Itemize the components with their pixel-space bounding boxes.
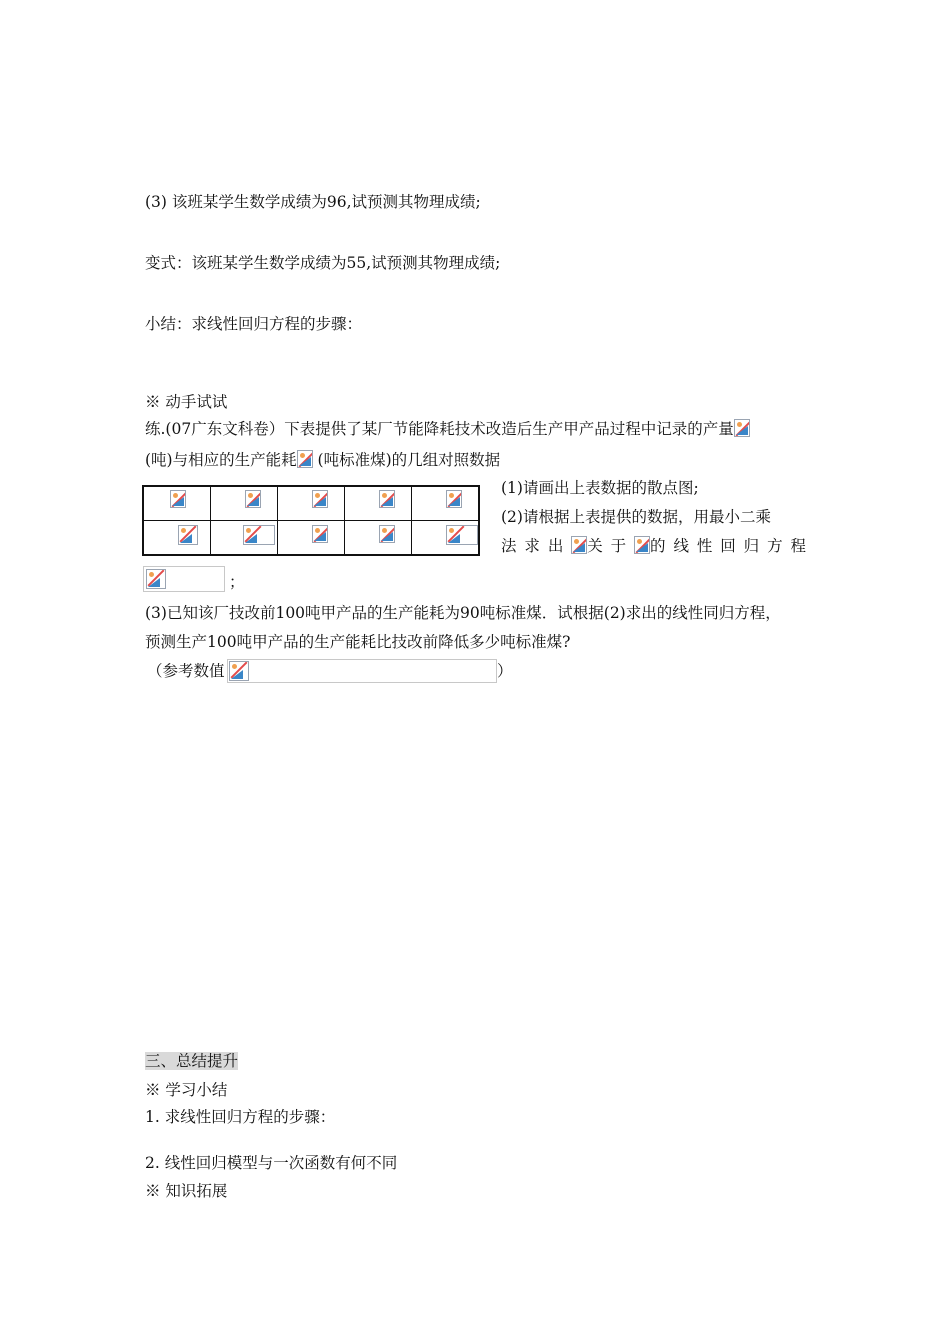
section-knowledge-extension: ※ 知识拓展 [145,1182,228,1200]
table-cell [211,521,278,556]
semicolon: ； [229,573,245,591]
q2-group [571,536,603,556]
q2-char: 程 [790,537,806,555]
q2-char: 法 [501,537,517,555]
reference-values-image [227,659,497,683]
formula-image-icon [379,525,395,543]
section-study-summary: ※ 学习小结 [145,1081,228,1099]
section-hands-on: ※ 动手试试 [145,393,228,411]
table-row [143,521,479,556]
formula-image-icon [245,490,261,508]
q2-char: 求 [524,537,540,555]
summary-item-1: 1. 求线性回归方程的步骤： [145,1108,336,1126]
formula-image-icon [178,525,198,545]
q2-group [634,536,666,556]
exercise-text-1: 练.(07广东文科卷）下表提供了某厂节能降耗技术改造后生产甲产品过程中记录的产量 [145,420,734,438]
q2-char: 关 [587,537,603,555]
question-2-line-2 [501,536,806,556]
formula-image-icon [229,661,249,681]
table-cell [278,521,345,556]
q2-char: 方 [767,537,783,555]
q2-char: 的 [650,537,666,555]
reference-values-open: （参考数值 [147,662,225,680]
exercise-text-2b: (吨标准煤)的几组对照数据 [312,451,501,469]
q2-char: 回 [720,537,736,555]
formula-image-icon [571,536,587,554]
formula-image-icon [170,490,186,508]
regression-equation-image [143,566,225,592]
exercise-line-2 [145,450,500,470]
table-cell [143,486,211,521]
section-heading-text: 三、总结提升 [145,1052,239,1070]
exercise-text-2a: (吨)与相应的生产能耗 [145,451,297,469]
reference-values-close: ） [497,662,513,680]
table-row [143,486,479,521]
summary-prompt: 小结：求线性回归方程的步骤： [145,315,363,333]
table-cell [345,486,412,521]
formula-image-icon [312,490,328,508]
section-summary-heading [145,1051,238,1071]
q2-char: 归 [743,537,760,555]
summary-item-2: 2. 线性回归模型与一次函数有何不同 [145,1154,398,1172]
question-3-line-1: (3)已知该厂技改前100吨甲产品的生产能耗为90吨标准煤．试根据(2)求出的线性同归方程， [145,604,781,622]
formula-image-icon [379,490,395,508]
table-cell [412,486,480,521]
variant-question: 变式：该班某学生数学成绩为55,试预测其物理成绩; [145,254,501,272]
table-cell [412,521,480,556]
formula-image-icon [243,525,275,545]
question-3-line-2: 预测生产100吨甲产品的生产能耗比技改前降低多少吨标准煤? [145,633,571,651]
data-table [142,485,480,556]
formula-image-icon [734,419,750,437]
q2-char: 性 [696,537,713,555]
question-2-line-1: (2)请根据上表提供的数据，用最小二乘 [501,508,771,526]
formula-image-icon [446,490,462,508]
table-cell [211,486,278,521]
table-cell [345,521,412,556]
question-1: (1)请画出上表数据的散点图; [501,479,699,497]
formula-image-icon [312,525,328,543]
table-cell [278,486,345,521]
q2-char: 出 [547,537,564,555]
formula-image-icon [297,450,313,468]
q2-char: 于 [610,537,627,555]
question-3: (3) 该班某学生数学成绩为96,试预测其物理成绩; [145,193,481,211]
formula-image-icon [634,536,650,554]
table-cell [143,521,211,556]
exercise-line-1 [145,419,750,439]
q2-char: 线 [673,537,689,555]
formula-image-icon [146,569,166,589]
formula-image-icon [446,525,478,545]
